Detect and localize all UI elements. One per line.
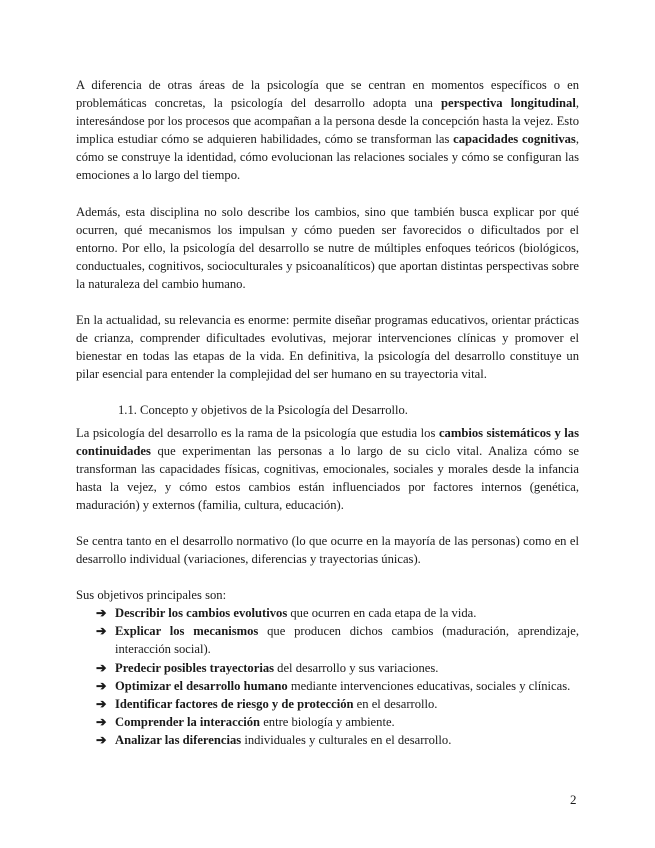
list-item — [96, 695, 579, 713]
intro-paragraph — [76, 76, 579, 185]
list-item — [96, 659, 579, 677]
text-run: , cómo se construye la identidad, cómo evolucionan las relaciones sociales y cómo se configuran las emociones a lo largo del tiempo. — [76, 132, 579, 183]
objectives-intro: Sus objetivos principales son: — [76, 588, 227, 603]
focus-paragraph: Se centra tanto en el desarrollo normativo (lo que ocurre en la mayoría de las personas) como en el desarrollo individual (variaciones, diferencias y trayectorias únicas). — [76, 533, 579, 567]
bold-term: Comprender la interacción — [115, 714, 261, 729]
text-run: A diferencia de otras áreas de la psicología que se centran en momentos específicos o en problemáticas concretas, la psicología del desarrollo adopta una — [76, 78, 579, 111]
bold-term: capacidades cognitivas — [453, 132, 576, 147]
arrow-icon: ➔ — [96, 678, 107, 693]
definition-paragraph — [76, 424, 579, 514]
text-run: La psicología del desarrollo es la rama de la psicología que estudia los — [76, 425, 439, 440]
bold-term: cambios sistemáticos y las continuidades — [76, 425, 579, 458]
section-heading: 1.1. Concepto y objetivos de la Psicología del Desarrollo. — [118, 403, 408, 418]
arrow-icon: ➔ — [96, 732, 107, 747]
text-run: del desarrollo y sus variaciones. — [274, 660, 439, 675]
arrow-icon: ➔ — [96, 696, 107, 711]
bold-term: Identificar factores de riesgo y de protección — [115, 696, 354, 711]
text-run: , interesándose por los procesos que acompañan a la persona desde la concepción hasta la vejez. Esto implica estudiar cómo se adquieren habilidades, cómo se transforman las — [76, 96, 579, 147]
objectives-list — [76, 604, 579, 749]
text-run: que experimentan las personas a lo largo de su ciclo vital. Analiza cómo se transforman las capacidades físicas, cognitivas, emocionales, sociales y morales desde la infancia hasta la vejez, y cómo estos cambios están influenciados por factores internos (genética, maduración) y externos (familia, cultura, educación). — [76, 443, 579, 512]
list-item — [96, 622, 579, 658]
arrow-icon: ➔ — [96, 606, 107, 621]
text-run: que ocurren en cada etapa de la vida. — [287, 606, 477, 621]
bold-term: Optimizar el desarrollo humano — [115, 678, 288, 693]
bold-term: Explicar los mecanismos — [115, 624, 259, 639]
text-run: entre biología y ambiente. — [260, 714, 395, 729]
approaches-paragraph: Además, esta disciplina no solo describe los cambios, sino que también busca explicar por qué ocurren, qué mecanismos los impulsan y cómo pueden ser favorecidos o dificultados por el entorno. Por ello, la psicología del desarrollo se nutre de múltiples enfoques teóricos (biológicos, conductuales, cognitivos, socioculturales y psicoanalíticos) que aportan distintas perspectivas sobre la naturaleza del cambio humano. — [76, 204, 579, 291]
arrow-icon: ➔ — [96, 624, 107, 639]
page-number: 2 — [570, 792, 577, 807]
bold-term: Describir los cambios evolutivos — [115, 606, 288, 621]
list-item — [96, 677, 579, 695]
text-run: que producen dichos cambios (maduración, aprendizaje, interacción social). — [115, 624, 579, 657]
text-run: en el desarrollo. — [353, 696, 438, 711]
page-content — [76, 76, 579, 749]
list-item — [96, 731, 579, 749]
bold-term: Analizar las diferencias — [115, 732, 242, 747]
text-run: individuales y culturales en el desarrollo. — [241, 732, 452, 747]
relevance-paragraph: En la actualidad, su relevancia es enorme: permite diseñar programas educativos, orientar prácticas de crianza, comprender dificultades evolutivas, mejorar intervenciones clínicas y promover el bienestar en todas las etapas de la vida. En definitiva, la psicología del desarrollo constituye un pilar esencial para entender la complejidad del ser humano en su trayectoria vital. — [76, 313, 579, 382]
text-run: mediante intervenciones educativas, sociales y clínicas. — [287, 678, 571, 693]
list-item — [96, 604, 579, 622]
bold-term: perspectiva longitudinal — [441, 96, 576, 111]
list-item — [96, 713, 579, 731]
bold-term: Predecir posibles trayectorias — [115, 660, 275, 675]
arrow-icon: ➔ — [96, 660, 107, 675]
arrow-icon: ➔ — [96, 714, 107, 729]
